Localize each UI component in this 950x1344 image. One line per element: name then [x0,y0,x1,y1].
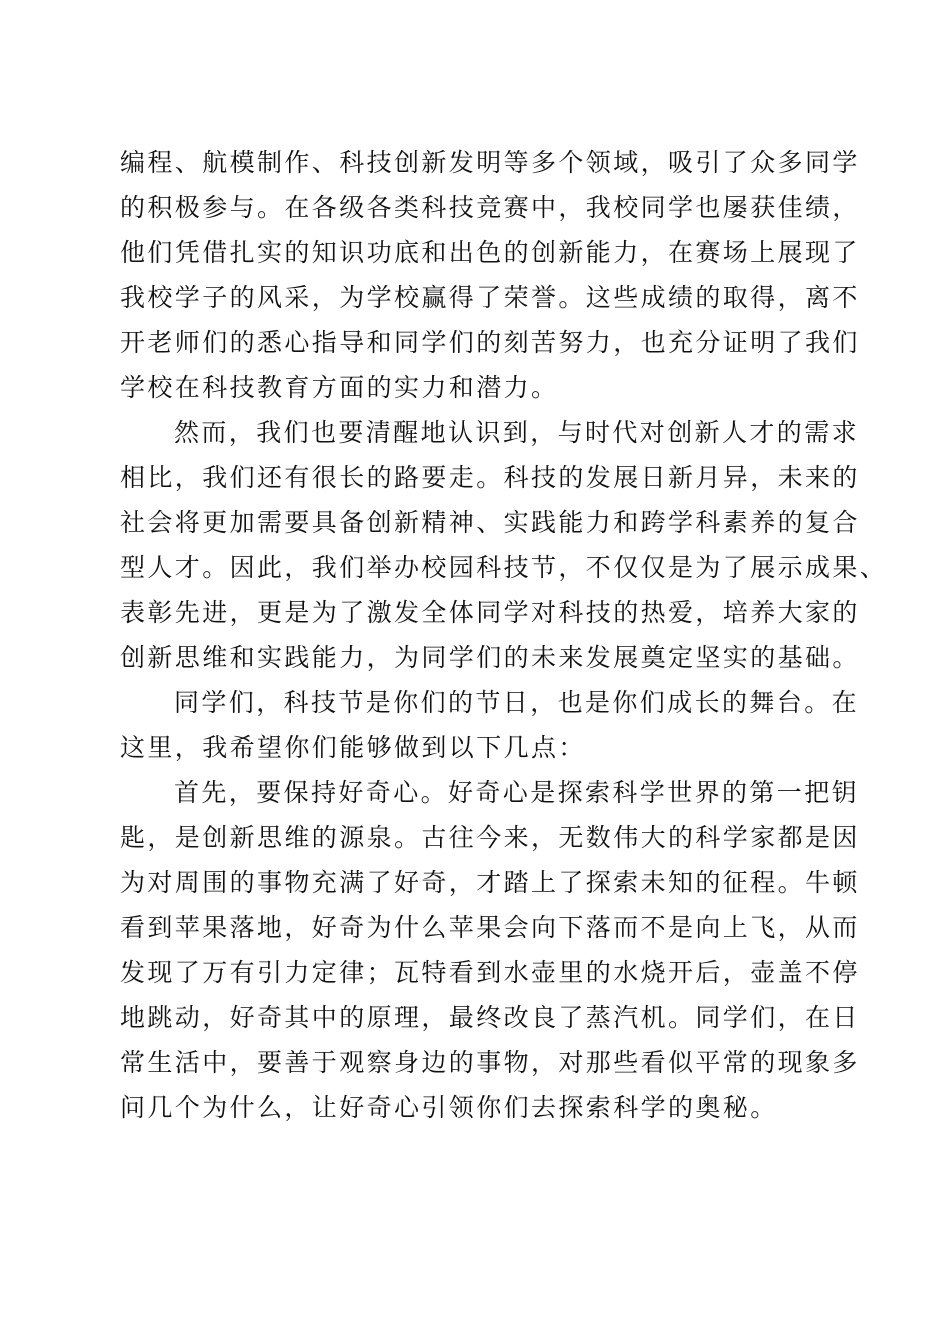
text-line: 相比，我们还有很长的路要走。科技的发展日新月异，未来的 [120,463,860,492]
text-line: 创新思维和实践能力，为同学们的未来发展奠定坚实的基础。 [120,643,860,672]
text-line: 这里，我希望你们能够做到以下几点： [120,733,586,762]
text-line: 看到苹果落地，好奇为什么苹果会向下落而不是向上飞，从而 [120,913,860,942]
text-line: 他们凭借扎实的知识功底和出色的创新能力，在赛场上展现了 [120,238,860,267]
text-line: 表彰先进，更是为了激发全体同学对科技的热爱，培养大家的 [120,598,860,627]
text-line: 的积极参与。在各级各类科技竞赛中，我校同学也屡获佳绩， [120,193,860,222]
text-line: 地跳动，好奇其中的原理，最终改良了蒸汽机。同学们，在日 [120,1003,860,1032]
text-line: 为对周围的事物充满了好奇，才踏上了探索未知的征程。牛顿 [120,868,860,897]
text-line: 我校学子的风采，为学校赢得了荣誉。这些成绩的取得，离不 [120,283,860,312]
body-text [120,140,888,1130]
text-line: 常生活中，要善于观察身边的事物，对那些看似平常的现象多 [120,1048,860,1077]
text-line: 匙，是创新思维的源泉。古往今来，无数伟大的科学家都是因 [120,823,860,852]
text-line: 首先，要保持好奇心。好奇心是探索科学世界的第一把钥 [174,778,860,807]
text-line: 学校在科技教育方面的实力和潜力。 [120,373,559,402]
text-line: 型人才。因此，我们举办校园科技节，不仅仅是为了展示成果、 [120,553,888,582]
text-line: 社会将更加需要具备创新精神、实践能力和跨学科素养的复合 [120,508,860,537]
text-line: 发现了万有引力定律；瓦特看到水壶里的水烧开后，壶盖不停 [120,958,860,987]
text-line: 同学们，科技节是你们的节日，也是你们成长的舞台。在 [174,688,860,717]
text-line: 然而，我们也要清醒地认识到，与时代对创新人才的需求 [174,418,860,447]
text-line: 编程、航模制作、科技创新发明等多个领域，吸引了众多同学 [120,148,860,177]
text-line: 开老师们的悉心指导和同学们的刻苦努力，也充分证明了我们 [120,328,860,357]
text-line: 问几个为什么，让好奇心引领你们去探索科学的奥秘。 [120,1093,778,1122]
